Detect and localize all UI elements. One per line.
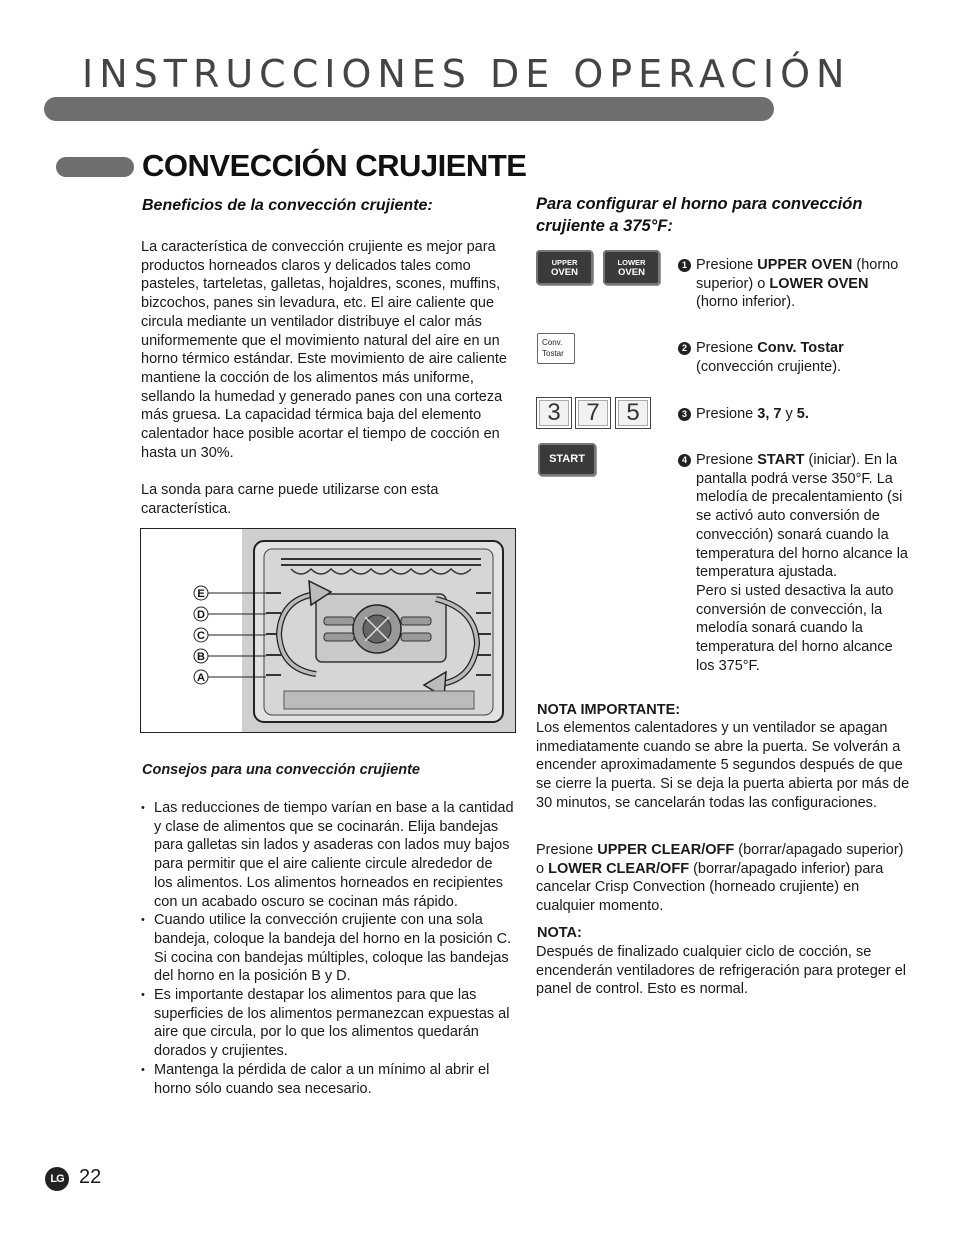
meat-probe-note: La sonda para carne puede utilizarse con esta característica. [141, 482, 439, 517]
benefits-heading: Beneficios de la convección crujiente: [142, 197, 433, 214]
lg-logo: LG [45, 1167, 69, 1191]
section-marker [56, 157, 134, 177]
tips-list [141, 799, 515, 1098]
oven-diagram-svg [141, 529, 515, 732]
lower-oven-key-line1: LOWER [617, 257, 646, 267]
section-title: CONVECCIÓN CRUJIENTE [142, 148, 527, 183]
step-number: 2 [678, 342, 691, 355]
upper-oven-key-line2: OVEN [551, 266, 578, 278]
tip-item: • Mantenga la pérdida de calor a un mínimo al abrir el horno sólo cuando sea necesario. [141, 1061, 515, 1098]
step-number: 4 [678, 454, 691, 467]
conv-key-line2: Tostar [542, 349, 564, 358]
step-text: Presione Conv. Tostar (convección crujiente). [696, 340, 844, 375]
rack-label-a: A [197, 672, 205, 684]
step-3 [678, 405, 914, 424]
number-key-7: 7 [575, 397, 611, 429]
rack-label-c: C [197, 630, 205, 642]
number-key-5: 5 [615, 397, 651, 429]
start-key-label: START [549, 453, 585, 465]
note-body: Después de finalizado cualquier ciclo de cocción, se encenderán ventiladores de refrigeración para proteger el panel de control. Esto es normal. [536, 944, 906, 998]
header-bar [44, 97, 774, 121]
tip-item: • Las reducciones de tiempo varían en base a la cantidad y clase de alimentos que se cocinarán. Elija bandejas para galletas sin lados y asaderas con lados muy bajos para permitir que el aire caliente circule alrededor de los alimentos. Los alimentos horneados en recipientes con un acabado oscuro se cocinan más rápido. [141, 799, 515, 911]
setup-heading: Para configurar el horno para convección crujiente a 375°F: [536, 195, 863, 235]
start-key [538, 443, 596, 476]
tips-heading: Consejos para una convección crujiente [142, 762, 420, 778]
tip-item: • Es importante destapar los alimentos para que las superficies de los alimentos permanezcan expuestas al aire que circula, por lo que los alimentos quedarán dorados y crujientes. [141, 986, 515, 1061]
important-note-heading: NOTA IMPORTANTE: [537, 702, 681, 718]
step-text: Presione 3, 7 y 5. [696, 406, 809, 422]
number-key-3: 3 [536, 397, 572, 429]
step-number: 1 [678, 259, 691, 272]
rack-label-e: E [197, 588, 205, 600]
rack-label-b: B [197, 651, 205, 663]
upper-oven-key-line1: UPPER [551, 257, 578, 267]
clear-off-instructions: Presione UPPER CLEAR/OFF (borrar/apagado superior) o LOWER CLEAR/OFF (borrar/apagado inferior) para cancelar Crisp Convection (horneado crujiente) en cualquier momento. [536, 842, 904, 915]
conv-tostar-key [537, 333, 575, 364]
rack-label-d: D [197, 609, 205, 621]
note-heading: NOTA: [537, 925, 582, 941]
lower-oven-key [603, 250, 660, 285]
page-header-title: INSTRUCCIONES DE OPERACIÓN [82, 52, 851, 96]
step-2 [678, 339, 914, 376]
oven-illustration [140, 528, 516, 733]
benefits-paragraph: La característica de convección crujiente es mejor para productos horneados claros y delicados tales como pasteles, tarteletas, galletas, hojaldres, scones, muffins, bizcochos, panes sin levadura, etc. El aire caliente que circula mediante un ventilador distribuye el calor más uniformemente que el movimiento natural del aire en un horno térmico estándar. Este movimiento de aire caliente mantiene la cocción de los alimentos más uniforme, sellando la humedad y generado panes con una corteza más gruesa. La capacidad térmica baja del elemento calentador hace posible acortar el tiempo de cocción en hasta un 30%. [141, 239, 507, 461]
page-number: 22 [79, 1166, 102, 1188]
conv-key-line1: Conv. [542, 338, 563, 347]
step-text: Presione START (iniciar). En la pantalla podrá verse 350°F. La melodía de precalentamiento (si se activó auto conversión de convección) sonará cuando la temperatura del horno alcance la temperatura ajustada. Pero si usted desactiva la auto conversión de convección, la melodía sonará cuando la temperatura del horno alcance los 375°F. [696, 452, 908, 674]
step-4 [678, 451, 914, 675]
step-1 [678, 256, 914, 312]
lower-oven-key-line2: OVEN [618, 266, 645, 278]
tip-item: • Cuando utilice la convección crujiente con una sola bandeja, coloque la bandeja del horno en la posición C. Si cocina con bandejas múltiples, coloque las bandejas del horno en la posición B y D. [141, 911, 515, 986]
step-number: 3 [678, 408, 691, 421]
important-note-body: Los elementos calentadores y un ventilador se apagan inmediatamente cuando se abre la puerta. Se volverán a encender aproximadamente 5 segundos después de que se cierre la puerta. Si se deja la puerta abierta por más de 30 minutos, se cancelarán todas las configuraciones. [536, 720, 910, 811]
upper-oven-key [536, 250, 593, 285]
step-text: Presione UPPER OVEN (horno superior) o LOWER OVEN (horno inferior). [696, 257, 899, 311]
